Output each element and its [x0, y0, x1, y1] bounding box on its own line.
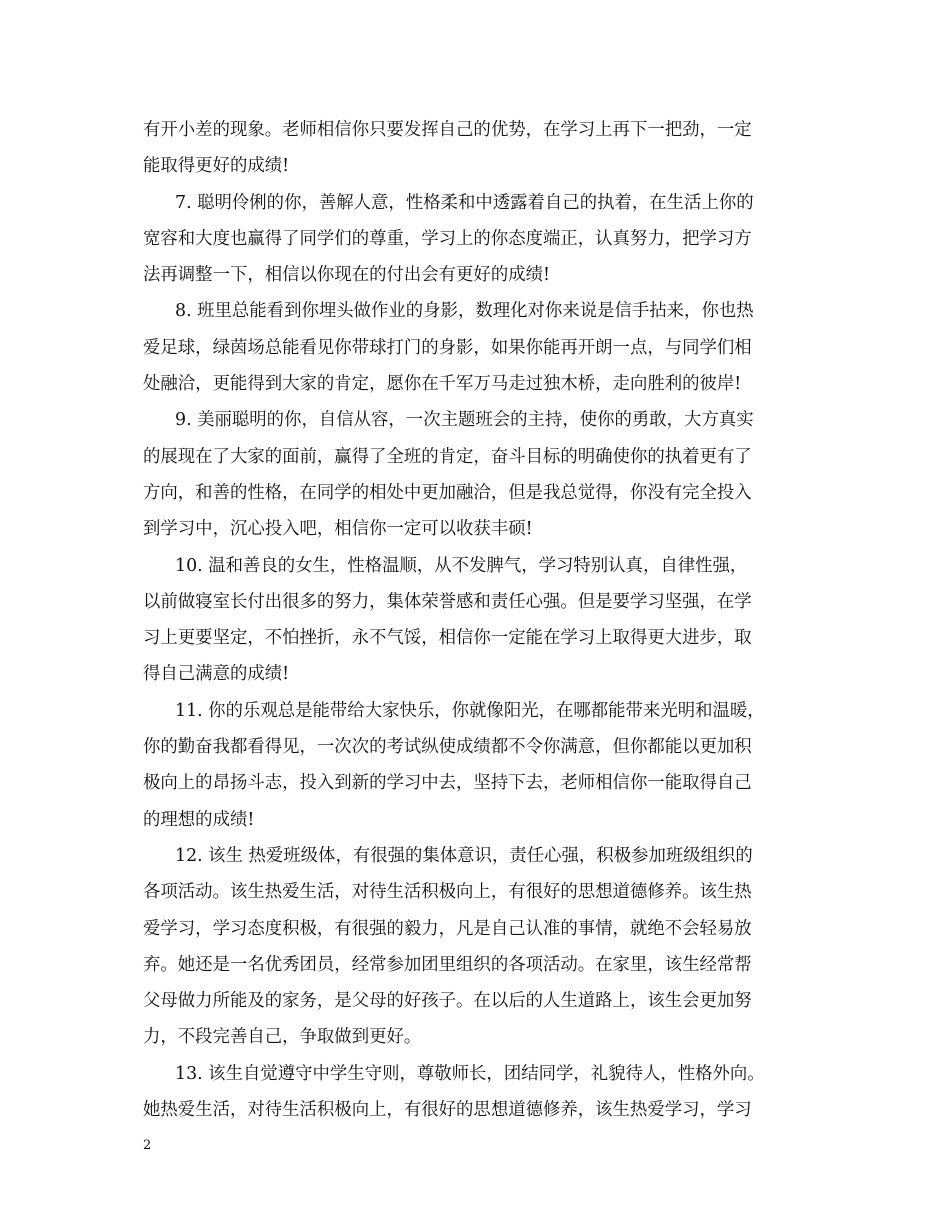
paragraph-first-line: 12. 该生 热爱班级体，有很强的集体意识，责任心强，积极参加班级组织的 [175, 845, 753, 866]
paragraph-first-line: 11. 你的乐观总是能带给大家快乐，你就像阳光，在哪都能带来光明和温暖， [175, 700, 765, 721]
text-line: 习上更要坚定，不怕挫折，永不气馁，相信你一定能在学习上取得更大进步，取 [143, 628, 752, 649]
text-line: 宽容和大度也赢得了同学们的尊重，学习上的你态度端正，认真努力，把学习方 [143, 228, 752, 249]
text-line: 爱学习，学习态度积极，有很强的毅力，凡是自己认准的事情，就绝不会轻易放 [143, 918, 752, 939]
text-line: 极向上的昂扬斗志，投入到新的学习中去，坚持下去，老师相信你一能取得自己 [143, 773, 752, 794]
page-number: 2 [143, 1138, 152, 1153]
paragraph-first-line: 7. 聪明伶俐的你，善解人意，性格柔和中透露着自己的执着，在生活上你的 [175, 192, 754, 213]
paragraph-first-line: 13. 该生自觉遵守中学生守则，尊敬师长，团结同学，礼貌待人，性格外向。 [175, 1063, 765, 1084]
text-line: 法再调整一下，相信以你现在的付出会有更好的成绩! [143, 265, 550, 286]
text-line: 爱足球，绿茵场总能看见你带球打门的身影，如果你能再开朗一点，与同学们相 [143, 337, 752, 358]
paragraph-first-line: 9. 美丽聪明的你，自信从容，一次主题班会的主持，使你的勇敢，大方真实 [175, 410, 754, 431]
text-line: 弃。她还是一名优秀团员，经常参加团里组织的各项活动。在家里，该生经常帮 [143, 954, 752, 975]
paragraph-first-line: 8. 班里总能看到你埋头做作业的身影，数理化对你来说是信手拈来，你也热 [175, 301, 754, 322]
text-line: 到学习中，沉心投入吧，相信你一定可以收获丰硕! [143, 519, 533, 540]
text-line: 能取得更好的成绩! [143, 156, 290, 177]
text-line: 得自己满意的成绩! [143, 664, 290, 685]
text-line: 处融洽，更能得到大家的肯定，愿你在千军万马走过独木桥，走向胜利的彼岸! [143, 374, 742, 395]
text-line: 有开小差的现象。老师相信你只要发挥自己的优势，在学习上再下一把劲，一定 [143, 120, 752, 140]
text-line: 她热爱生活，对待生活积极向上，有很好的思想道德修养，该生热爱学习，学习 [143, 1100, 752, 1121]
text-line: 的展现在了大家的面前，赢得了全班的肯定，奋斗目标的明确使你的执着更有了 [143, 446, 752, 467]
text-line: 各项活动。该生热爱生活，对待生活积极向上，有很好的思想道德修养。该生热 [143, 882, 752, 903]
text-line: 方向，和善的性格，在同学的相处中更加融洽，但是我总觉得，你没有完全投入 [143, 482, 752, 503]
text-line: 力，不段完善自己，争取做到更好。 [143, 1027, 422, 1048]
text-line: 以前做寝室长付出很多的努力，集体荣誉感和责任心强。但是要学习坚强，在学 [143, 591, 752, 612]
text-line: 父母做力所能及的家务，是父母的好孩子。在以后的人生道路上，该生会更加努 [143, 991, 752, 1012]
paragraph-first-line: 10. 温和善良的女生，性格温顺，从不发脾气，学习特别认真，自律性强， [175, 555, 748, 576]
text-line: 的理想的成绩! [143, 809, 255, 830]
text-line: 你的勤奋我都看得见，一次次的考试纵使成绩都不令你满意，但你都能以更加积 [143, 737, 752, 758]
document-body [143, 112, 811, 1128]
